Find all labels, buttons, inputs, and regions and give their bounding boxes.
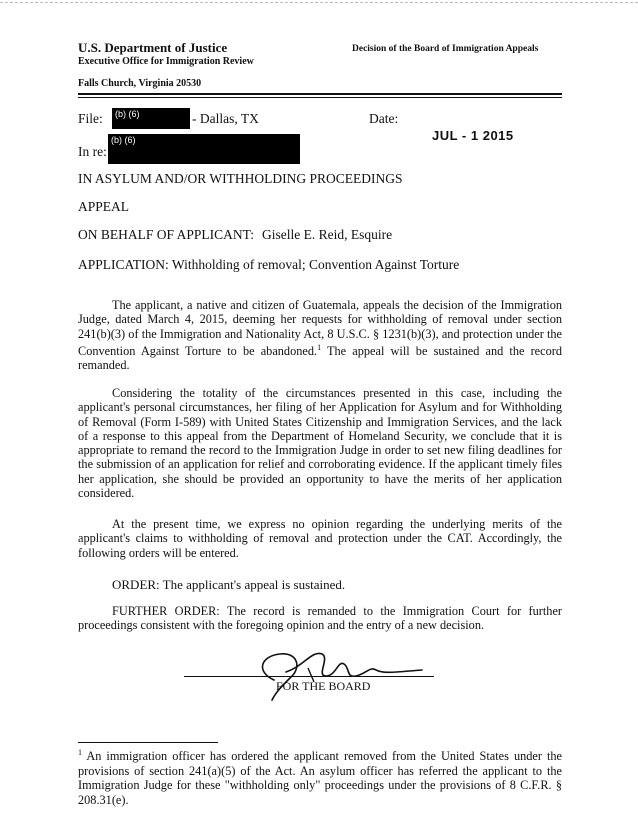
date-label: Date: [369, 111, 399, 126]
header-rule-thin [78, 97, 562, 98]
signature-line [184, 676, 434, 677]
agency-name: U.S. Department of Justice [78, 40, 228, 55]
paragraph-2: Considering the totality of the circumstances presented in this case, including the applicant's personal circumstances, her filing of her Application for Asylum and for Withholding of Removal (Form I-589) with United States Citizenship and Immigration Services, and the lack of a response to this appeal from the Department of Homeland Security, we conclude that it is appropriate to remand the record to the Immigration Judge in order to set new filing deadlines for the submission of an application for relief and corroborating evidence. If the applicant timely files her application, she should be provided an opportunity to have the merits of her application considered. [78, 386, 562, 501]
footnote-ref: 1 [317, 342, 322, 352]
application-value: Withholding of removal; Convention Against Torture [171, 257, 460, 272]
on-behalf-label: ON BEHALF OF APPLICANT: [78, 227, 254, 242]
file-redaction [112, 108, 190, 129]
header-rule-thick [78, 93, 562, 95]
file-location: - Dallas, TX [192, 111, 259, 126]
file-label: File: [78, 111, 103, 126]
redaction-code: (b) (6) [111, 135, 136, 145]
redaction-code: (b) (6) [115, 109, 140, 119]
paragraph-1-text: The applicant, a native and citizen of Guatemala, appeals the decision of the Immigration Judge, dated March 4, 2015, deeming her requests for withholding of removal under section 241(b)(3) of the Immigration and Nationality Act, 8 U.S.C. § 1231(b)(3), and protection under the Convention Against Torture to be abandoned. [78, 298, 562, 358]
footnote-1 [78, 746, 562, 807]
appeal-heading: APPEAL [78, 199, 130, 214]
further-order: FURTHER ORDER: The record is remanded to the Immigration Court for further proceedings consistent with the foregoing opinion and the entry of a new decision. [78, 604, 562, 633]
paragraph-3: At the present time, we express no opinion regarding the underlying merits of the applicant's claims to withholding of removal and protection under the CAT. Accordingly, the following orders will be entered. [78, 517, 562, 560]
office-name: Executive Office for Immigration Review [78, 56, 254, 67]
footnote-marker: 1 [78, 748, 82, 757]
application-row [78, 257, 459, 273]
letterhead [78, 40, 378, 68]
order: ORDER: The applicant's appeal is sustained. [112, 577, 346, 592]
decision-title: Decision of the Board of Immigration Appeals [352, 44, 539, 54]
paragraph-1-end: The appeal will be sustained and the record remanded. [78, 343, 562, 373]
signature-label: FOR THE BOARD [276, 679, 371, 693]
in-re-label: In re: [78, 144, 107, 159]
proceedings-type: IN ASYLUM AND/OR WITHHOLDING PROCEEDINGS [78, 171, 403, 186]
counsel-name: Giselle E. Reid, Esquire [262, 227, 393, 242]
paragraph-1 [78, 298, 562, 373]
application-label: APPLICATION: [78, 257, 169, 272]
footnote-rule [78, 742, 218, 743]
scan-top-edge [0, 2, 638, 3]
in-re-redaction [108, 134, 300, 164]
date-stamp: JUL - 1 2015 [432, 128, 514, 143]
office-address: Falls Church, Virginia 20530 [78, 78, 202, 89]
footnote-text: An immigration officer has ordered the applicant removed from the United States under the provisions of section 241(a)(5) of the Act. An asylum officer has referred the applicant to the Immigration Judge for these "withholding only" proceedings under the provisions of 8 C.F.R. § 208.31(e). [78, 749, 562, 807]
